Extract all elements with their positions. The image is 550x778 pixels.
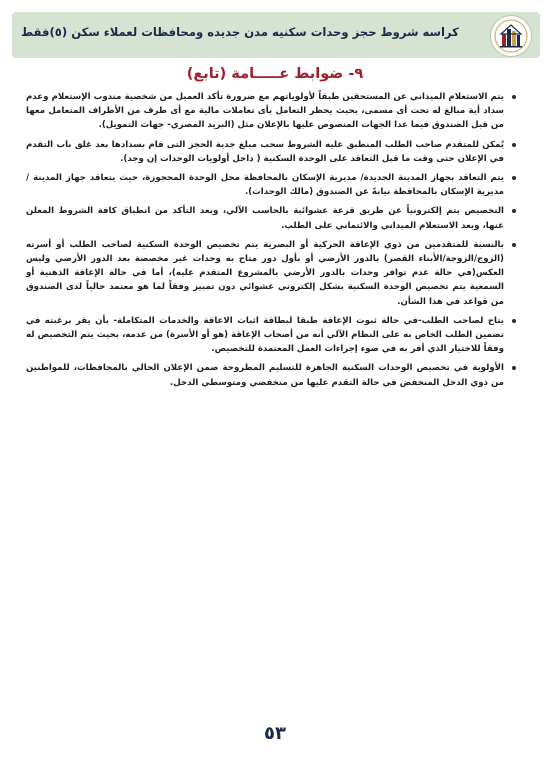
list-item: يتم الاستعلام الميداني عن المستحقين طبقاً لأولوياتهم مع ضرورة تأكد العميل من شخصية مندوب الإستعلام وعدم سداد أية مبالغ له تحت أى مسمى، بحيث يحظر التعامل بأى تعاملات مالية مع أى طرف من الأطراف المتعامل معها من قبل الصندوق فيما عدا الجهات المنصوص عليها بالإعلان مثل (البريد المصري- جهات التمويل).: [26, 90, 516, 133]
list-item: يتاح لصاحب الطلب-في حالة ثبوت الإعاقة طبقا لبطاقة اثبات الاعاقة والخدمات المتكاملة- بأن يقر برغبته في تضمين الطلب الخاص به على النظام الآلي أنه من أصحاب الإعاقة (هو أو الأسرة) من عدمه، بحيث يتم التخصيص له وفقاً للاختيار الذي أقر به في ضوء إجراءات العمل المعتمدة للتخصيص.: [26, 314, 516, 357]
list-item: يتم التعاقد بجهاز المدينة الجديدة/ مديرية الإسكان بالمحافظة محل الوحدة المحجوزة، حيث يتعاقد جهاز المدينة / مديرية الإسكان بالمحافظة نيابةً عن الصندوق (مالك الوحدات).: [26, 171, 516, 199]
logo-graphic: [491, 16, 531, 56]
list-item: التخصيص يتم إلكترونياً عن طريق قرعة عشوائية بالحاسب الآلي، وبعد التأكد من انطباق كافة الشروط المعلن عنها، وبعد الاستعلام الميداني والائتماني على الطلب.: [26, 204, 516, 232]
header-banner: [12, 12, 540, 58]
housing-fund-logo-icon: [490, 15, 532, 57]
list-item: الأولوية في تخصيص الوحدات السكنية الجاهزة للتسليم المطروحة ضمن الإعلان الحالي بالمحافظات، للمواطنين من ذوي الدخل المنخفض في حالة التقدم عليها من منخفضي ومتوسطي الدخل.: [26, 361, 516, 389]
list-item: يُمكن للمتقدم صاحب الطلب المنطبق عليه الشروط سحب مبلغ جدية الحجز التى قام بسدادها بعد غلق باب التقدم في الإعلان حتى وقت ما قبل التعاقد على الوحدة السكنية ( داخل أولويات الوحدات إن وجد).: [26, 138, 516, 166]
list-item: بالنسبة للمتقدمين من ذوي الإعاقة الحركية أو البصرية يتم تخصيص الوحدة السكنية لصاحب الطلب أو أسرته (الزوج/الزوجة/الأبناء القصر) بالدور الأرضي أو بأول دور متاح به وحدات غير مخصصة بعد الدور الأرضي وليس العكس(في حالة عدم توافر وحدات بالدور الأرضي بالمشروع المتقدم عليه)، أما في حالة الإعاقة الذهنية أو السمعية يتم تخصيص الوحدة السكنية بشكل إلكتروني عشوائي دون تمييز وفقاً لما هو معتمد حالياً لدى الصندوق من قواعد في هذا الشأن.: [26, 238, 516, 309]
section-title: ٩- ضوابط عـــــامة (تابع): [186, 66, 364, 82]
page-number: ٥٣: [264, 723, 286, 744]
terms-list: [26, 90, 516, 390]
header-title: كراسه شروط حجز وحدات سكنيه مدن جديده ومحافظات لعملاء سكن (٥)فقط: [21, 25, 459, 39]
terms-content: [26, 90, 516, 395]
